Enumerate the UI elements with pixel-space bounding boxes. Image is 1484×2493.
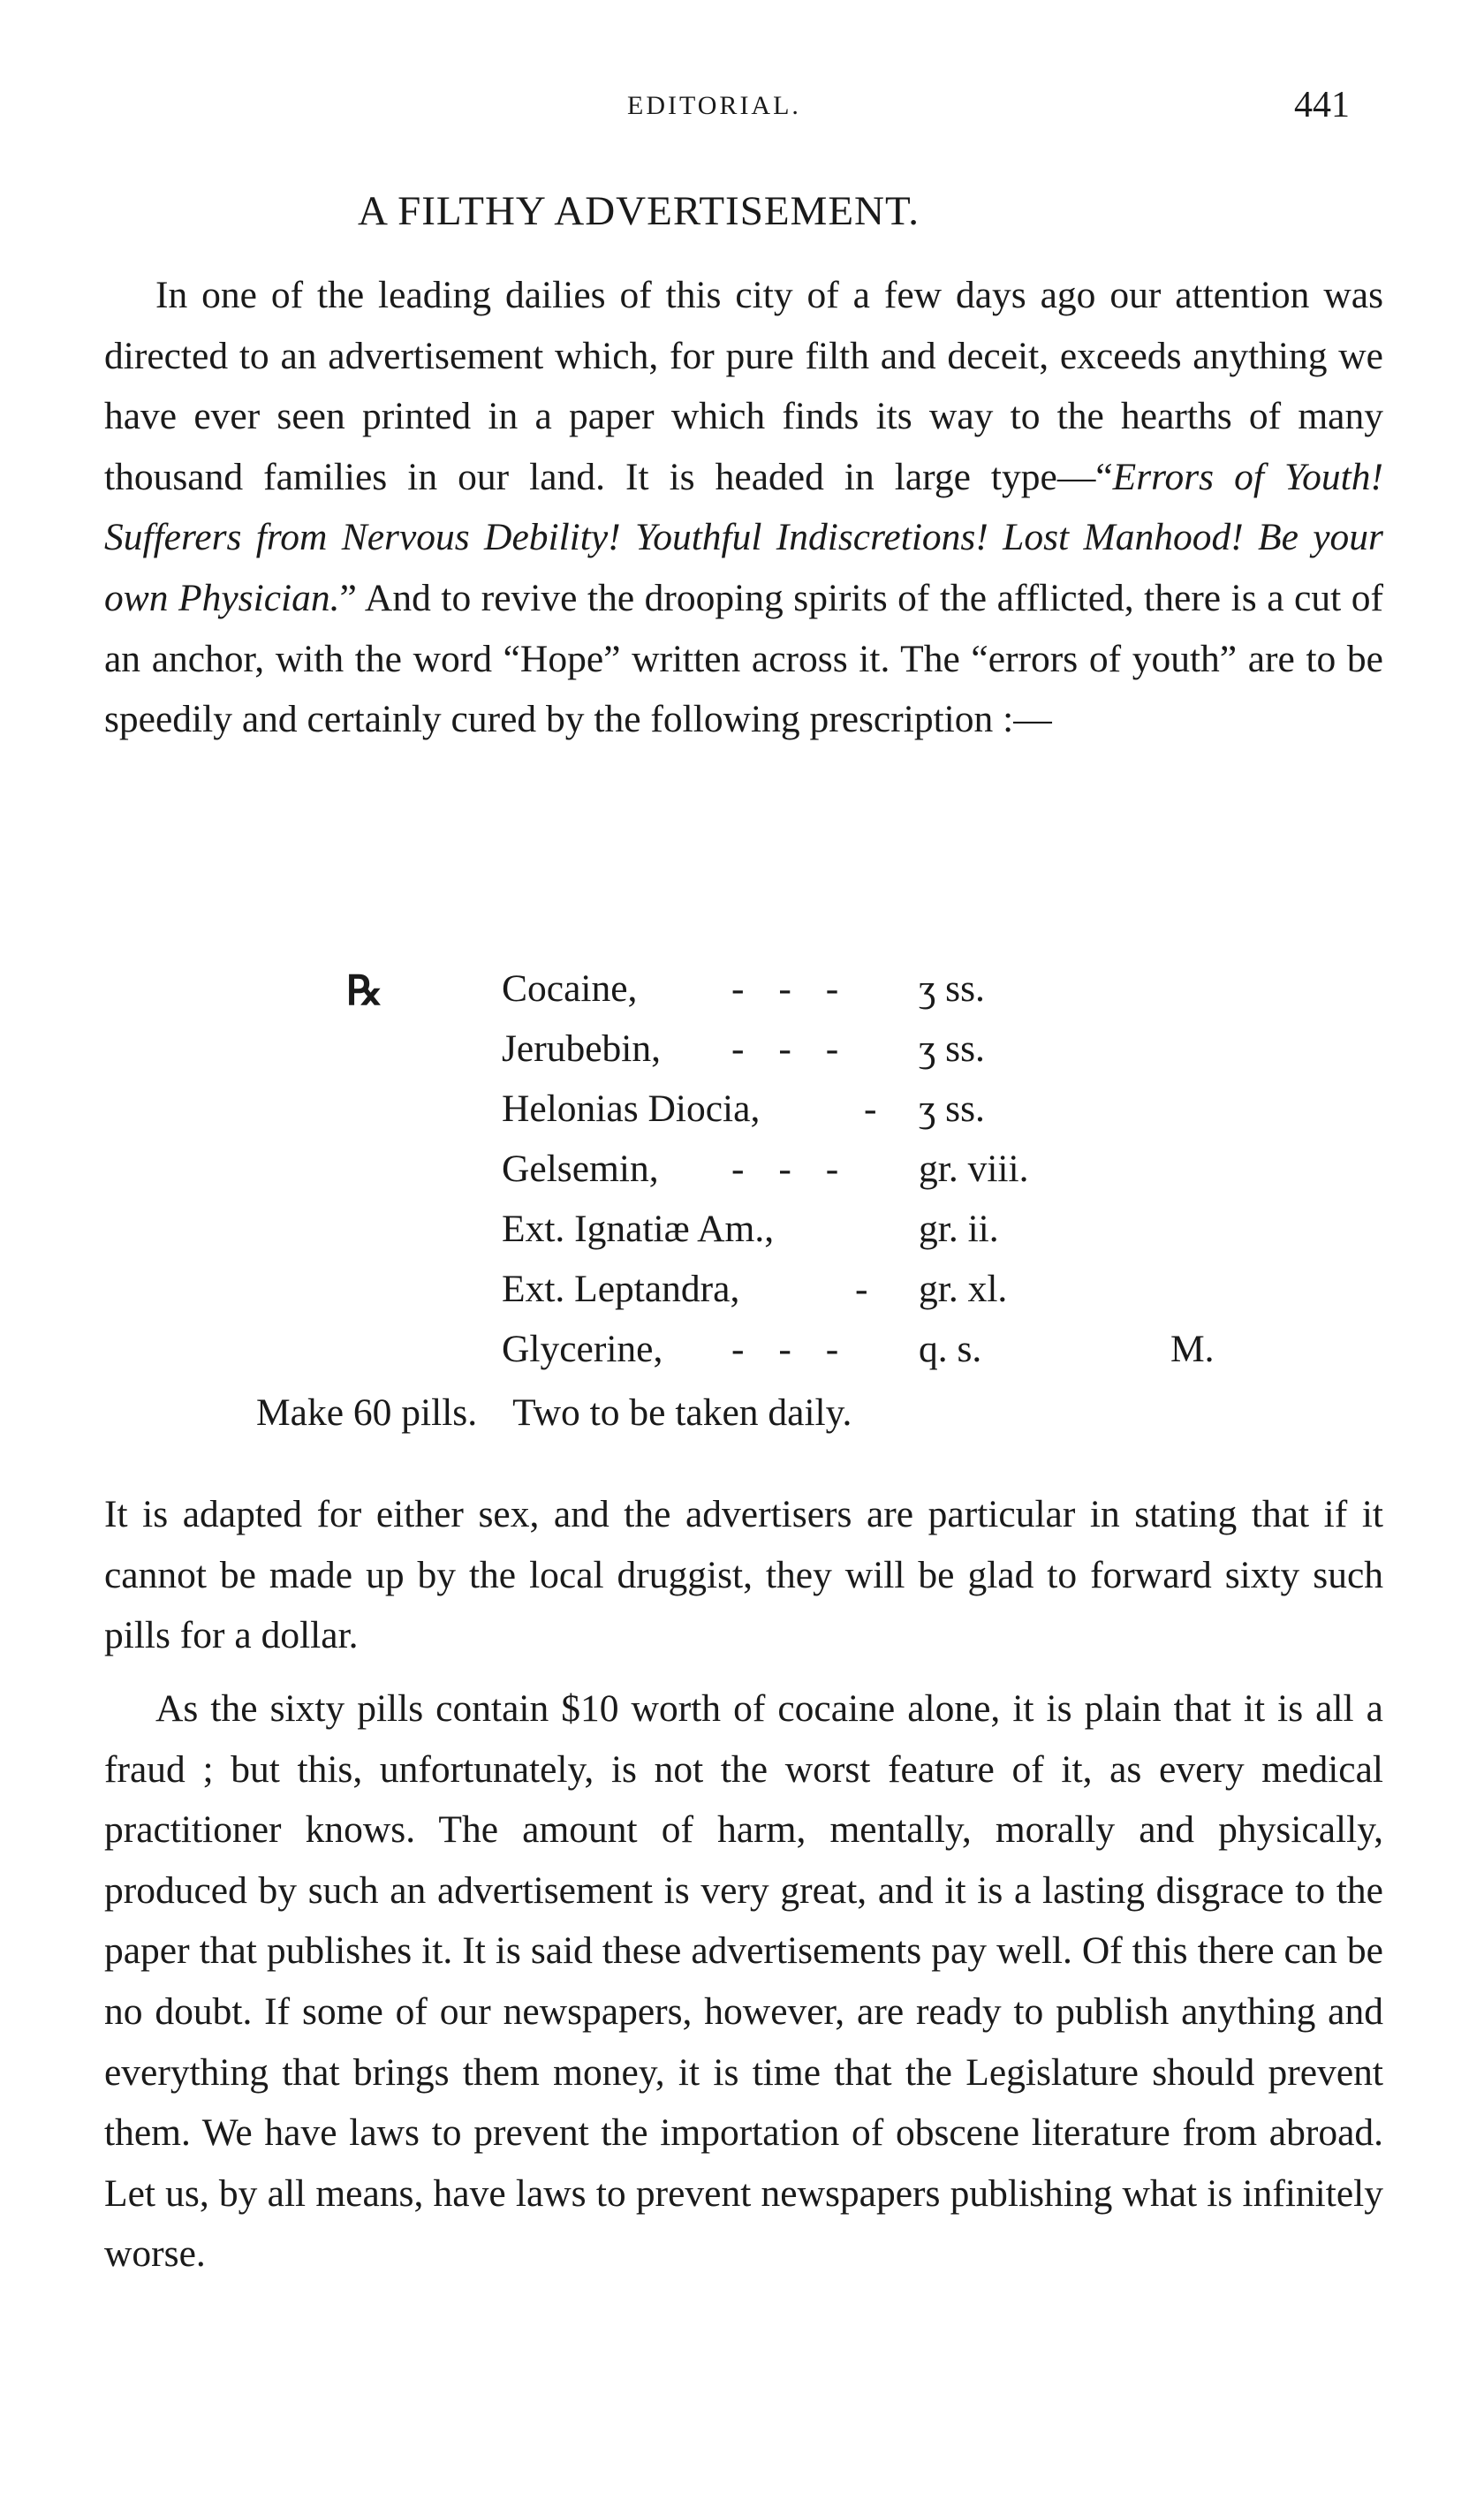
prescription-directions	[256, 1390, 852, 1435]
advertisement-headline: Errors of Youth! Sufferers from Nervous Debility! Youthful Indiscretions! Lost Manhood! Be your own Physician.	[104, 455, 1383, 619]
prescription-row	[0, 1327, 1484, 1387]
leader-dashes: - - -	[731, 1148, 852, 1190]
ingredient-quantity: q. s.	[919, 1328, 982, 1370]
page-number: 441	[1294, 85, 1350, 125]
mixture-mark: M.	[1170, 1328, 1215, 1370]
leader-dashes: -	[855, 1268, 881, 1310]
ingredient-name: Jerubebin,	[502, 1027, 661, 1070]
ingredient-quantity: gr. ii.	[919, 1208, 999, 1250]
running-title: EDITORIAL.	[627, 91, 801, 120]
ingredient-quantity: gr. viii.	[919, 1148, 1029, 1190]
ingredient-name: Ext. Ignatiæ Am.,	[502, 1208, 775, 1250]
prescription-row	[0, 1087, 1484, 1147]
prescription-row	[0, 1267, 1484, 1327]
paragraph-1-outro: ” And to revive the drooping spirits of the afflicted, there is a cut of an anchor, with the word “Hope” written across it. The “errors of youth” are to be speedily and certainly cured by the following prescription :—	[104, 576, 1383, 741]
ingredient-quantity: gr. xl.	[919, 1268, 1008, 1310]
leader-dashes: - - -	[731, 967, 852, 1010]
directions-dosage: Two to be taken daily.	[512, 1391, 852, 1434]
recipe-symbol: ℞	[346, 968, 383, 1013]
article-title: A FILTHY ADVERTISEMENT.	[358, 188, 920, 234]
ingredient-quantity: ʒ ss.	[919, 1027, 985, 1070]
paragraph-1	[104, 265, 1383, 750]
leader-dashes: -	[864, 1087, 890, 1130]
prescription-row	[0, 1027, 1484, 1087]
prescription-row	[0, 1207, 1484, 1267]
ingredient-quantity: ʒ ss.	[919, 967, 985, 1010]
ingredient-name: Helonias Diocia,	[502, 1087, 761, 1130]
prescription-row	[0, 1147, 1484, 1207]
ingredient-quantity: ʒ ss.	[919, 1087, 985, 1130]
ingredient-name: Ext. Leptandra,	[502, 1268, 740, 1310]
ingredient-name: Glycerine,	[502, 1328, 663, 1370]
leader-dashes: - - -	[731, 1027, 852, 1070]
prescription-row	[0, 966, 1484, 1027]
directions-quantity: Make 60 pills.	[256, 1391, 478, 1434]
paragraph-1-intro: In one of the leading dailies of this city of a few days ago our attention was directed to an advertisement which, for pure filth and deceit, exceeds anything we have ever seen printed in a paper which finds its way to the hearths of many thousand families in our land. It is headed in large type—“	[104, 274, 1383, 498]
running-head	[0, 84, 1484, 137]
ingredient-name: Gelsemin,	[502, 1148, 659, 1190]
ingredient-name: Cocaine,	[502, 967, 638, 1010]
leader-dashes: - - -	[731, 1328, 852, 1370]
paragraph-2: It is adapted for either sex, and the advertisers are particular in stating that if it cannot be made up by the local druggist, they will be glad to forward sixty such pills for a dollar.	[104, 1493, 1383, 1657]
paragraph-3: As the sixty pills contain $10 worth of cocaine alone, it is plain that it is all a fraud ; but this, unfortunately, is not the worst feature of it, as every medical practitioner knows. The amount of harm, mentally, morally and physically, produced by such an advertisement is very great, and it is a lasting disgrace to the paper that publishes it. It is said these advertisements pay well. Of this there can be no doubt. If some of our newspapers, however, are ready to publish anything and everything that brings them money, it is time that the Legislature should prevent them. We have laws to prevent the importation of obscene literature from abroad. Let us, by all means, have laws to prevent newspapers publishing what is infinitely worse.	[104, 1687, 1383, 2276]
